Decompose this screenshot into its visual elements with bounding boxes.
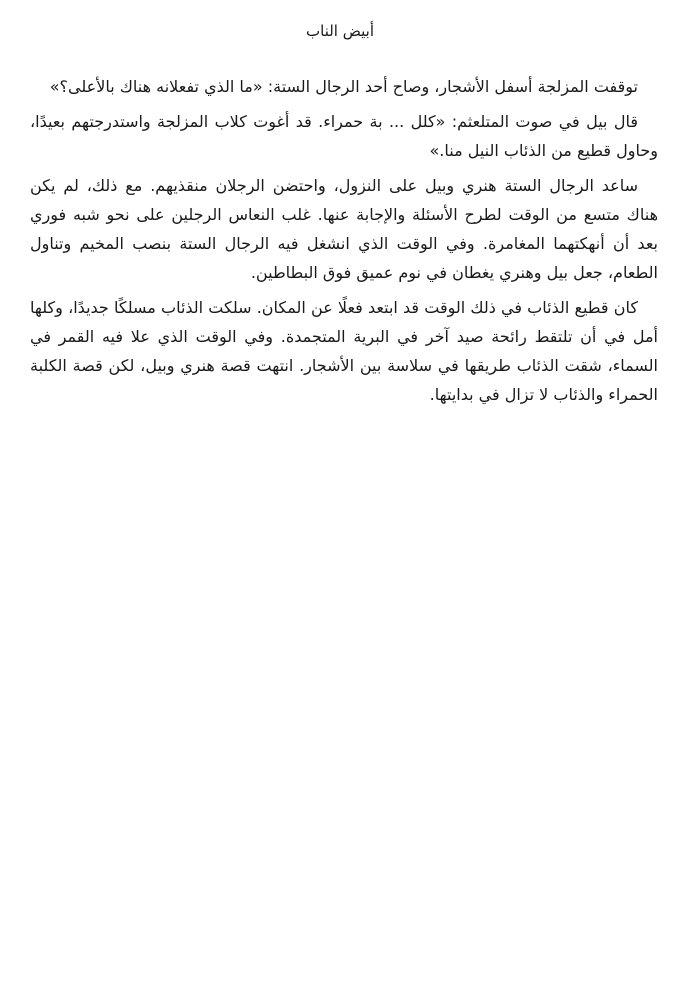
running-header: أبيض الناب [306, 22, 374, 40]
paragraph-2: قال بيل في صوت المتلعثم: «كلل ... بة حمراء. قد أغوت كلاب المزلجة واستدرجتهم بعيدًا، وحاول قطيع من الذئاب النيل منا.» [30, 112, 658, 160]
paragraph-1: توقفت المزلجة أسفل الأشجار، وصاح أحد الرجال الستة: «ما الذي تفعلانه هناك بالأعلى؟» [49, 77, 638, 96]
paragraph-4: كان قطيع الذئاب في ذلك الوقت قد ابتعد فعلًا عن المكان. سلكت الذئاب مسلكًا جديدًا، وكلها أمل في أن تلتقط رائحة صيد آخر في البرية المتجمدة. وفي الوقت الذي علا فيه القمر في السماء، شقت الذئاب طريقها في سلاسة بين الأشجار. انتهت قصة هنري وبيل، لكن قصة الكلبة الحمراء والذئاب لا تزال في بدايتها. [30, 298, 658, 404]
paragraph-3: ساعد الرجال الستة هنري وبيل على النزول، واحتضن الرجلان منقذيهم. مع ذلك، لم يكن هناك متسع من الوقت لطرح الأسئلة والإجابة عنها. غلب النعاس الرجلين على نحو شبه فوري بعد أن أنهكتهما المغامرة. وفي الوقت الذي انشغل فيه الرجال الستة بنصب المخيم وتناول الطعام، جعل بيل وهنري يغطان في نوم عميق فوق البطاطين. [30, 176, 658, 282]
body-text [30, 72, 658, 415]
